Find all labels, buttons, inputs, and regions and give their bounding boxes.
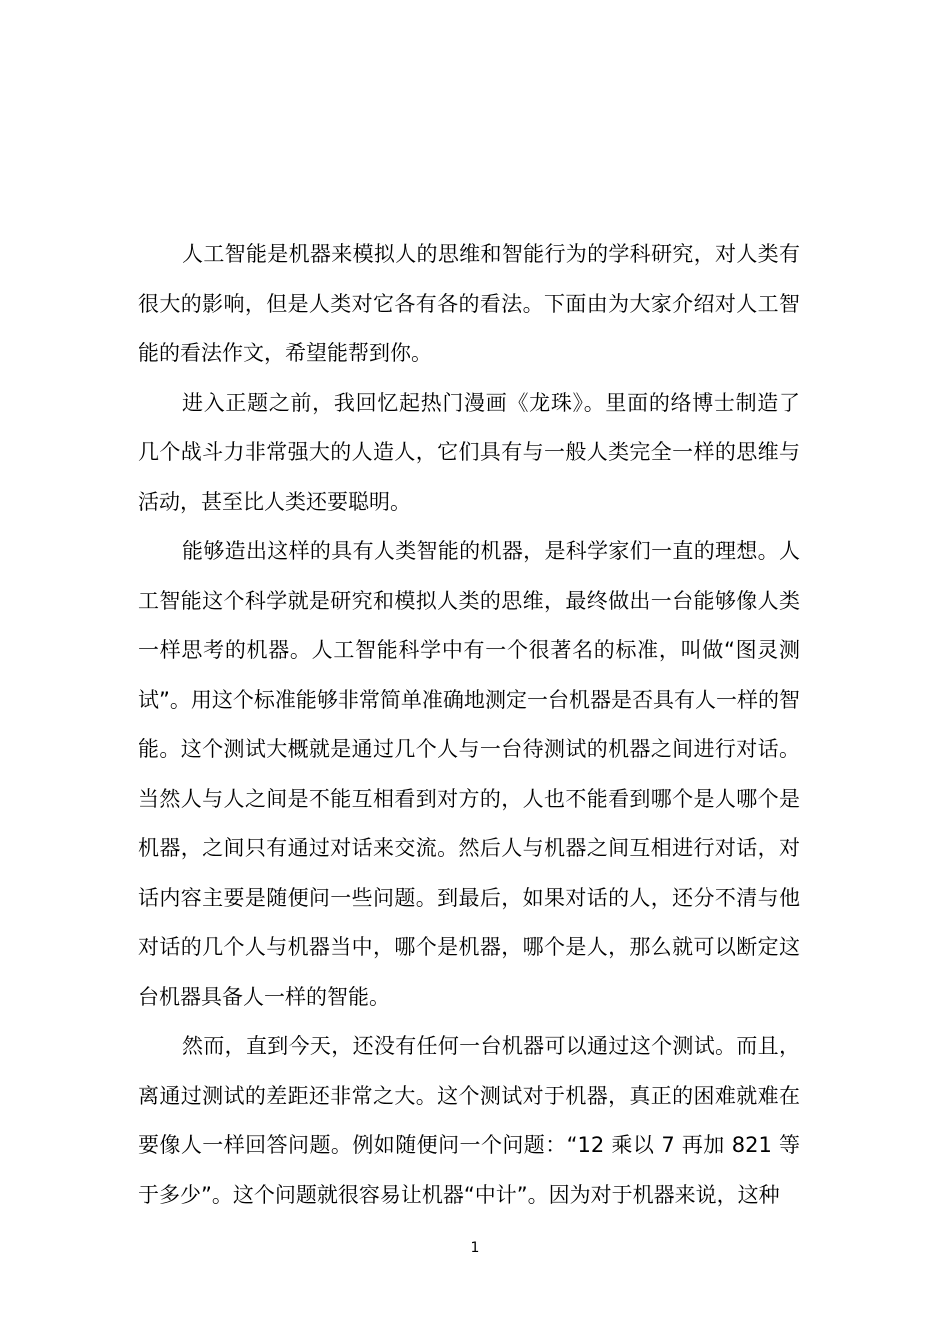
paragraph-no-machine-passed: 然而，直到今天，还没有任何一台机器可以通过这个测试。而且，离通过测试的差距还非常之大。这个测试对于机器，真正的困难就难在要像人一样回答问题。例如随便问一个问题：“12 乘以 7 再加 821 等于多少”。这个问题就很容易让机器“中计”。因为对于机器来说，这种 — [138, 1034, 800, 1207]
paragraph-dragon-ball: 进入正题之前，我回忆起热门漫画《龙珠》。里面的络博士制造了几个战斗力非常强大的人造人，它们具有与一般人类完全一样的思维与活动，甚至比人类还要聪明。 — [138, 390, 800, 514]
document-body — [138, 230, 800, 1220]
paragraph-turing-test: 能够造出这样的具有人类智能的机器，是科学家们一直的理想。人工智能这个科学就是研究和模拟人类的思维，最终做出一台能够像人类一样思考的机器。人工智能科学中有一个很著名的标准，叫做“图灵测试”。用这个标准能够非常简单准确地测定一台机器是否具有人一样的智能。这个测试大概就是通过几个人与一台待测试的机器之间进行对话。当然人与人之间是不能互相看到对方的，人也不能看到哪个是人哪个是机器，之间只有通过对话来交流。然后人与机器之间互相进行对话，对话内容主要是随便问一些问题。到最后，如果对话的人，还分不清与他对话的几个人与机器当中，哪个是机器，哪个是人，那么就可以断定这台机器具备人一样的智能。 — [138, 539, 800, 1009]
page-number: 1 — [470, 1240, 480, 1256]
paragraph-intro: 人工智能是机器来模拟人的思维和智能行为的学科研究，对人类有很大的影响，但是人类对它各有各的看法。下面由为大家介绍对人工智能的看法作文，希望能帮到你。 — [138, 242, 800, 365]
